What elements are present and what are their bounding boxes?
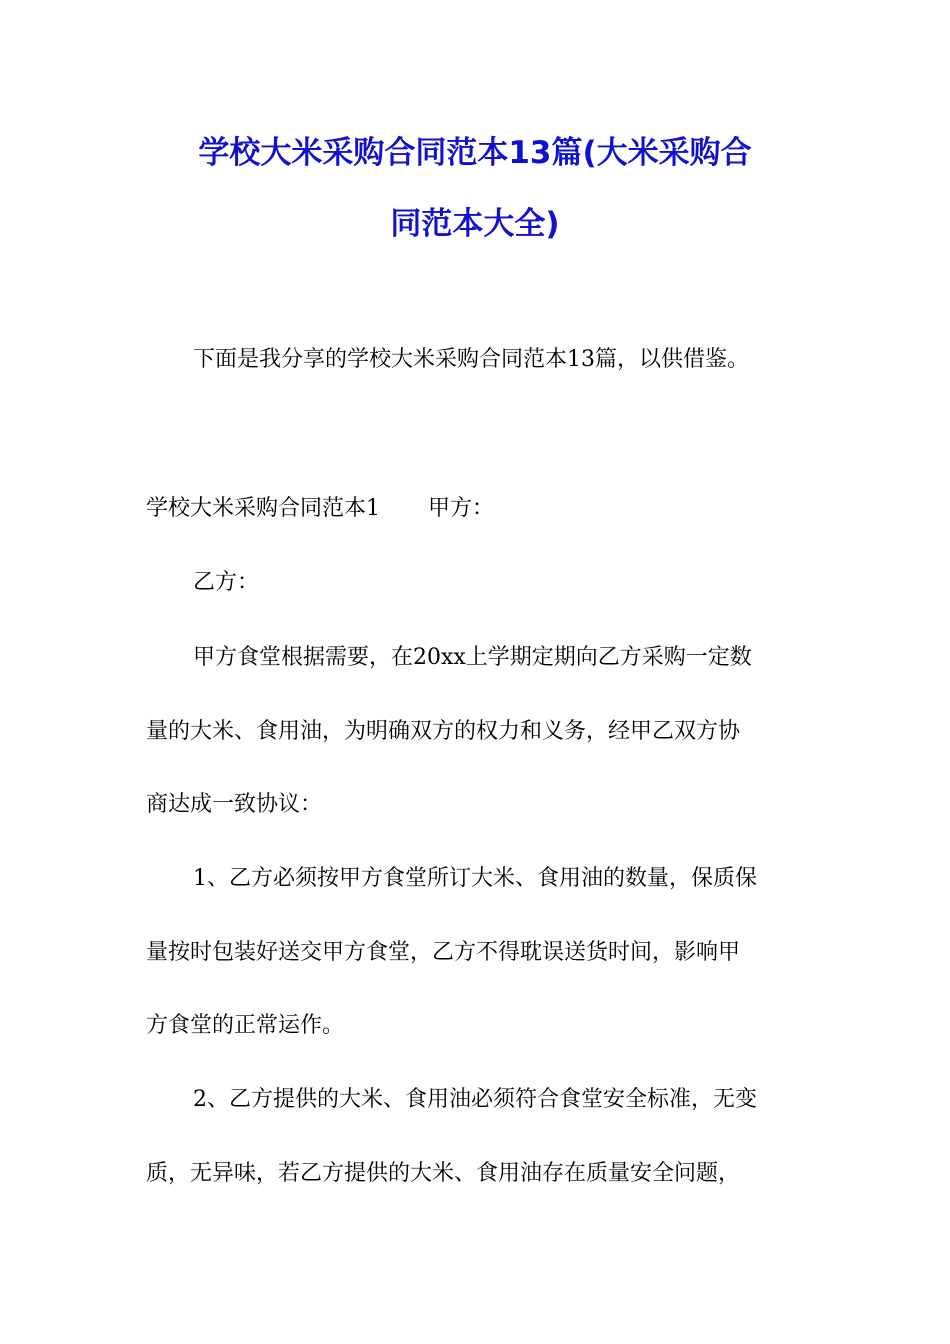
paragraph-line: 商达成一致协议： [146, 792, 323, 817]
clause-line: 量按时包装好送交甲方食堂，乙方不得耽误送货时间，影响甲 [146, 940, 741, 965]
clause-line: 质，无异味，若乙方提供的大米、食用油存在质量安全问题， [146, 1161, 741, 1186]
paragraph-line: 甲方食堂根据需要，在20xx上学期定期向乙方采购一定数 [193, 645, 752, 670]
intro-paragraph: 下面是我分享的学校大米采购合同范本13篇，以供借鉴。 [193, 347, 749, 372]
party-a-label: 甲方： [428, 496, 495, 521]
clause-line: 2、乙方提供的大米、食用油必须符合食堂安全标准，无变 [193, 1087, 757, 1112]
document-title-line-2: 同范本大全) [390, 206, 560, 242]
document-title-line-1: 学校大米采购合同范本13篇(大米采购合 [198, 135, 752, 171]
section-heading: 学校大米采购合同范本1 [146, 496, 380, 521]
clause-line: 方食堂的正常运作。 [146, 1013, 345, 1038]
clause-line: 1、乙方必须按甲方食堂所订大米、食用油的数量，保质保 [193, 866, 757, 891]
party-b-label: 乙方： [193, 570, 260, 595]
section-heading-line [146, 494, 816, 524]
paragraph-line: 量的大米、食用油，为明确双方的权力和义务，经甲乙双方协 [146, 719, 741, 744]
